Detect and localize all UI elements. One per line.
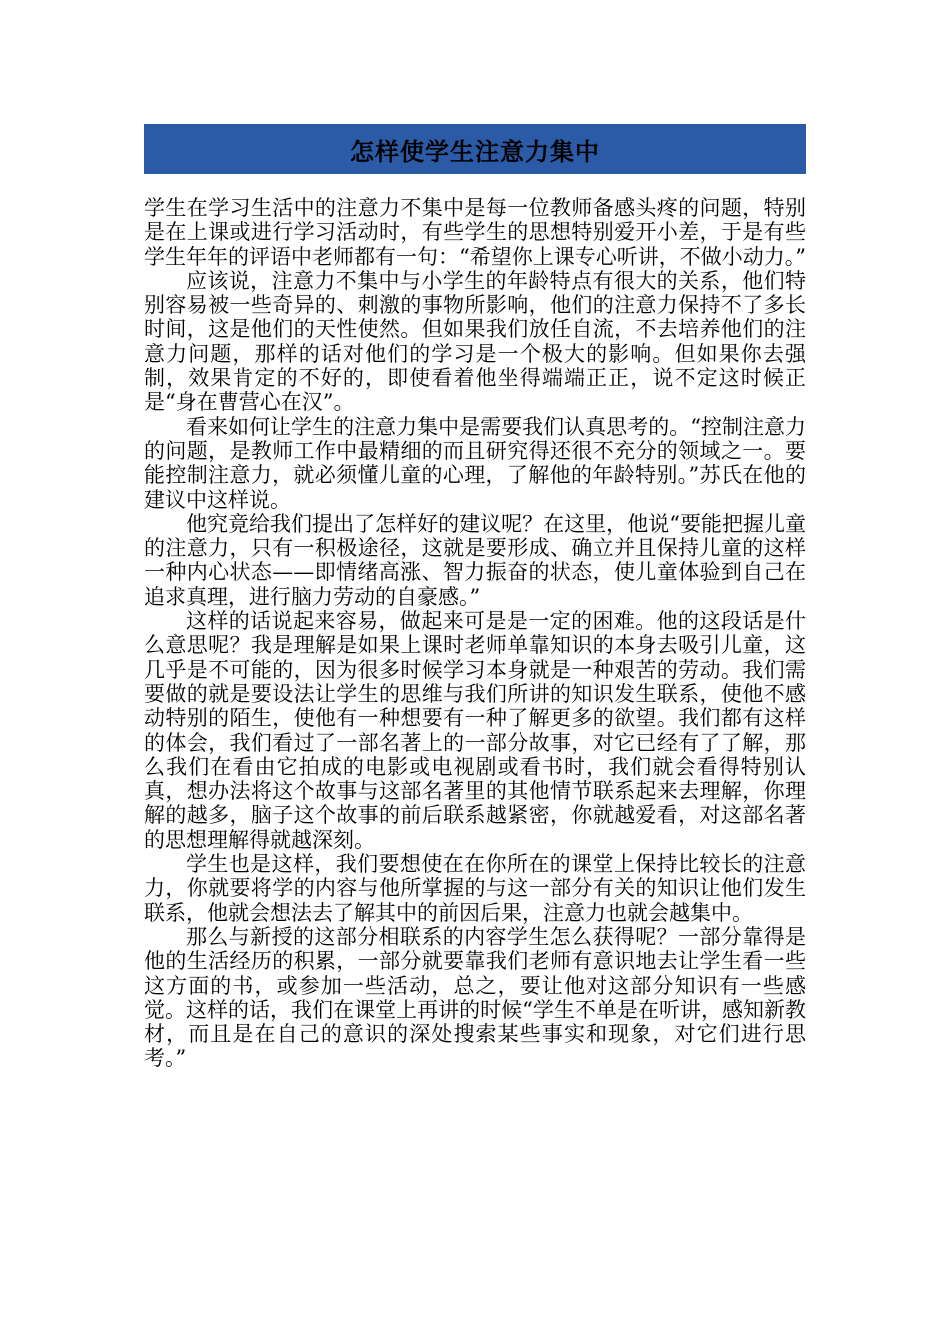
paragraph-2: 应该说，注意力不集中与小学生的年龄特点有很大的关系，他们特别容易被一些奇异的、刺激的事物所影响，他们的注意力保持不了多长时间，这是他们的天性使然。但如果我们放任自流，不去培养他们的注意力问题，那样的话对他们的学习是一个极大的影响。但如果你去强制，效果肯定的不好的，即使看着他坐得端端正正，说不定这时候正是“身在曹营心在汉”。 bbox=[144, 268, 806, 415]
paragraph-5: 这样的话说起来容易，做起来可是是一定的困难。他的这段话是什么意思呢？我是理解是如果上课时老师单靠知识的本身去吸引儿童，这几乎是不可能的，因为很多时候学习本身就是一种艰苦的劳动。我们需要做的就是要设法让学生的思维与我们所讲的知识发生联系，使他不感动特别的陌生，使他有一种想要有一种了解更多的欲望。我们都有这样的体会，我们看过了一部名著上的一部分故事，对它已经有了了解，那么我们在看由它拍成的电影或电视剧或看书时，我们就会看得特别认真，想办法将这个故事与这部名著里的其他情节联系起来去理解，你理解的越多，脑子这个故事的前后联系越紧密，你就越爱看，对这部名著的思想理解得就越深刻。 bbox=[144, 609, 806, 852]
paragraph-6: 学生也是这样，我们要想使在在你所在的课堂上保持比较长的注意力，你就要将学的内容与他所掌握的与这一部分有关的知识让他们发生联系，他就会想法去了解其中的前因后果，注意力也就会越集中。 bbox=[144, 852, 806, 925]
paragraph-4: 他究竟给我们提出了怎样好的建议呢？在这里，他说“要能把握儿童的注意力，只有一积极途径，这就是要形成、确立并且保持儿童的这样一种内心状态——即情绪高涨、智力振奋的状态，使儿童体验到自己在追求真理，进行脑力劳动的自豪感。” bbox=[144, 511, 806, 609]
paragraph-1: 学生在学习生活中的注意力不集中是每一位教师备感头疼的问题，特别是在上课或进行学习活动时，有些学生的思想特别爱开小差，于是有些学生年年的评语中老师都有一句：“希望你上课专心听讲，不做小动力。” bbox=[144, 196, 806, 269]
page-title: 怎样使学生注意力集中 bbox=[350, 137, 600, 166]
article-body bbox=[144, 196, 806, 1071]
paragraph-7: 那么与新授的这部分相联系的内容学生怎么获得呢？一部分靠得是他的生活经历的积累，一部分就要靠我们老师有意识地去让学生看一些这方面的书，或参加一些活动，总之，要让他对这部分知识有一些感觉。这样的话，我们在课堂上再讲的时候“学生不单是在听讲，感知新教材，而且是在自己的意识的深处搜索某些事实和现象，对它们进行思考。” bbox=[144, 924, 806, 1071]
paragraph-3: 看来如何让学生的注意力集中是需要我们认真思考的。“控制注意力的问题，是教师工作中最精细的而且研究得还很不充分的领域之一。要能控制注意力，就必须懂儿童的心理，了解他的年龄特别。”苏氏在他的建议中这样说。 bbox=[144, 414, 806, 512]
title-banner bbox=[144, 124, 806, 174]
